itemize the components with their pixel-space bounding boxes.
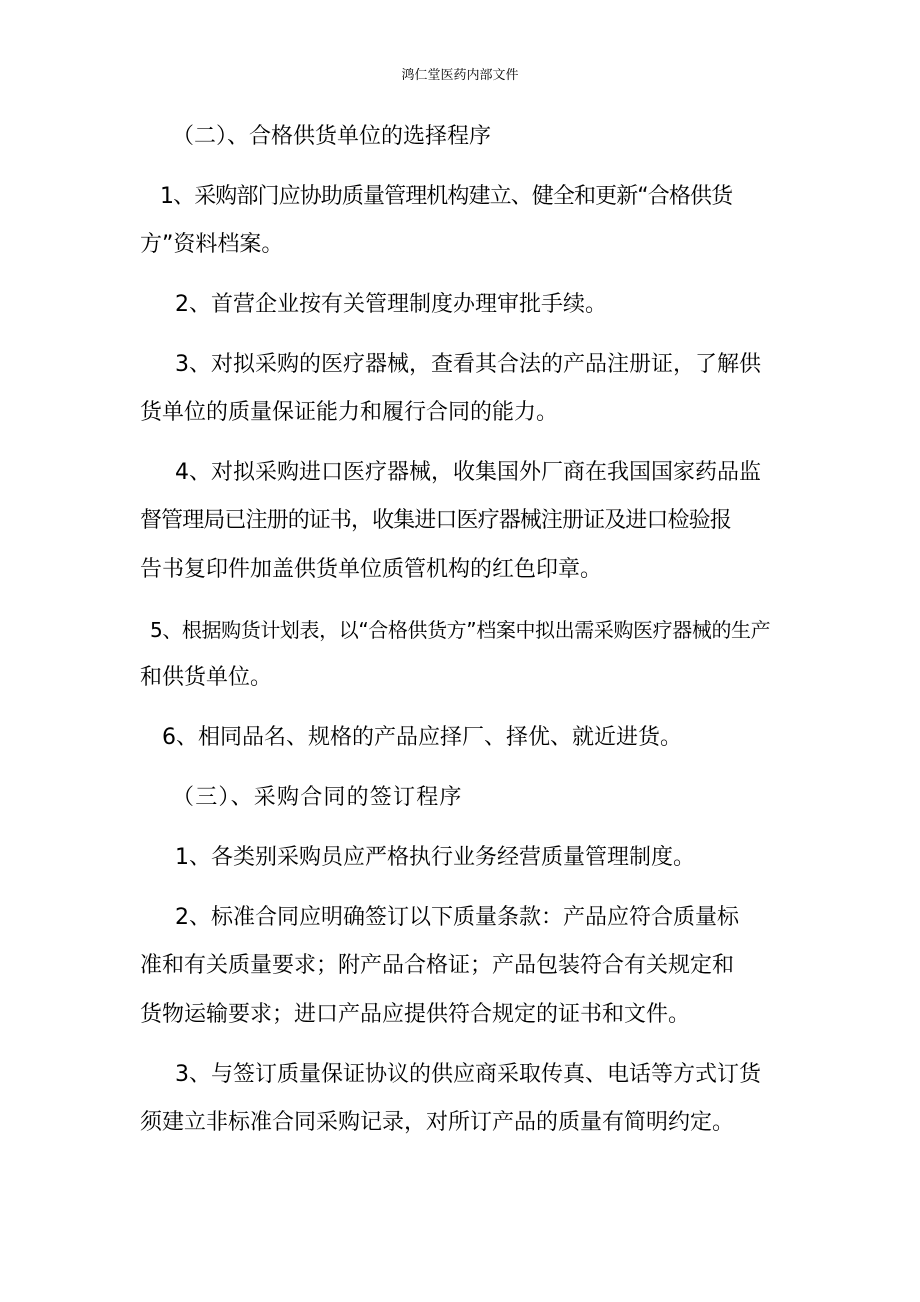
- section-heading-2: （二）、合格供货单位的选择程序: [172, 124, 492, 149]
- section-heading-3: （三）、采购合同的签订程序: [172, 785, 463, 810]
- page-header: 鸿仁堂医药内部文件: [401, 68, 519, 83]
- paragraph-line: 告书复印件加盖供货单位质管机构的红色印章。: [140, 557, 603, 582]
- paragraph-line: 货物运输要求；进口产品应提供符合规定的证书和文件。: [140, 1002, 691, 1027]
- paragraph-line: 2、首营企业按有关管理制度办理审批手续。: [175, 292, 607, 317]
- paragraph-line: 1、各类别采购员应严格执行业务经营质量管理制度。: [175, 845, 695, 870]
- paragraph-line: 4、对拟采购进口医疗器械，收集国外厂商在我国国家药品监: [175, 460, 761, 485]
- paragraph-line: 货单位的质量保证能力和履行合同的能力。: [140, 400, 559, 425]
- paragraph-line: 5、根据购货计划表，以“合格供货方”档案中拟出需采购医疗器械的生产: [150, 618, 771, 642]
- paragraph-line: 督管理局已注册的证书，收集进口医疗器械注册证及进口检验报: [140, 508, 731, 533]
- paragraph-line: 3、与签订质量保证协议的供应商采取传真、电话等方式订货: [175, 1062, 761, 1087]
- paragraph-line: 1、采购部门应协助质量管理机构建立、健全和更新“合格供货: [160, 184, 733, 209]
- paragraph-line: 准和有关质量要求；附产品合格证；产品包装符合有关规定和: [140, 953, 735, 978]
- paragraph-line: 方”资料档案。: [140, 232, 284, 257]
- paragraph-line: 3、对拟采购的医疗器械，查看其合法的产品注册证，了解供: [175, 352, 761, 377]
- paragraph-line: 2、标准合同应明确签订以下质量条款：产品应符合质量标: [175, 905, 739, 930]
- paragraph-line: 和供货单位。: [140, 665, 273, 690]
- paragraph-line: 6、相同品名、规格的产品应择厂、择优、就近进货。: [162, 725, 682, 750]
- paragraph-line: 须建立非标准合同采购记录，对所订产品的质量有简明约定。: [140, 1110, 735, 1135]
